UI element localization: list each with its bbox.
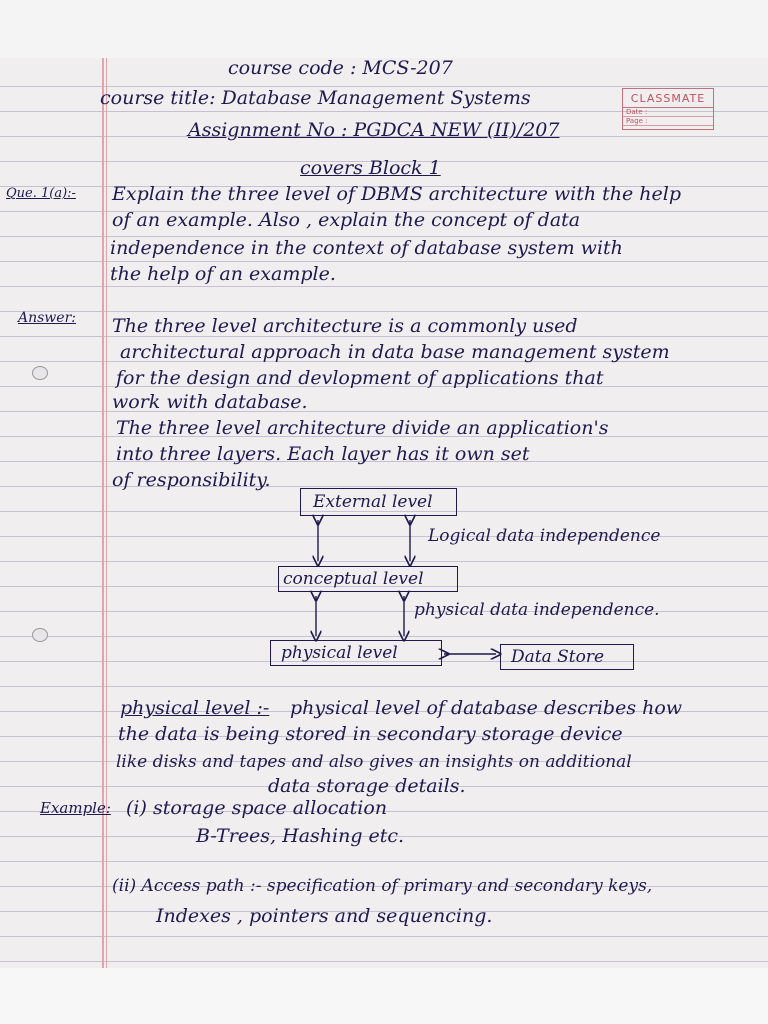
answer-line: for the design and devlopment of applications that xyxy=(116,367,604,389)
external-level-label: External level xyxy=(313,492,433,512)
question-line: Explain the three level of DBMS architecture with the help xyxy=(112,183,682,205)
background-below-page xyxy=(0,968,768,1024)
data-store-box xyxy=(500,644,634,670)
binder-hole xyxy=(32,628,48,642)
external-level-box xyxy=(300,488,457,516)
physical-line: data storage details. xyxy=(268,775,466,797)
classmate-stamp xyxy=(622,88,714,130)
answer-line: into three layers. Each layer has it own set xyxy=(116,443,530,465)
question-label: Que. 1(a):- xyxy=(6,186,76,201)
answer-line: of responsibility. xyxy=(112,469,271,491)
covers-block: covers Block 1 xyxy=(300,157,441,179)
binder-hole xyxy=(32,366,48,380)
course-code: course code : MCS-207 xyxy=(228,58,453,79)
physical-level-box xyxy=(270,640,442,666)
example-item-1: (i) storage space allocation xyxy=(126,797,388,819)
example-item-2: (ii) Access path :- specification of primary and secondary keys, xyxy=(112,876,653,896)
physical-line: physical level of database describes how xyxy=(290,697,683,719)
margin-line xyxy=(102,58,104,968)
example-item-1-detail: B-Trees, Hashing etc. xyxy=(196,825,405,847)
course-title: course title: Database Management Systems xyxy=(100,87,531,109)
answer-line: architectural approach in data base management system xyxy=(120,341,670,363)
answer-line: work with database. xyxy=(112,391,308,413)
physical-line: the data is being stored in secondary storage device xyxy=(118,723,623,745)
stamp-page-label: Page : xyxy=(623,117,713,126)
answer-line: The three level architecture divide an application's xyxy=(116,417,609,439)
margin-line-inner xyxy=(106,58,107,968)
physical-level-label: physical level xyxy=(281,643,398,663)
example-label: Example: xyxy=(40,799,111,817)
stamp-date-label: Date : xyxy=(623,108,713,117)
physical-line: like disks and tapes and also gives an insights on additional xyxy=(116,752,632,772)
assignment-number: Assignment No : PGDCA NEW (II)/207 xyxy=(188,119,560,141)
answer-label: Answer: xyxy=(18,310,76,326)
conceptual-level-label: conceptual level xyxy=(283,569,424,589)
physical-independence-label: physical data independence. xyxy=(414,600,660,620)
question-line: independence in the context of database system with xyxy=(110,237,623,259)
physical-level-heading: physical level :- xyxy=(120,697,270,719)
question-line: of an example. Also , explain the concept of data xyxy=(112,209,581,231)
example-item-2-detail: Indexes , pointers and sequencing. xyxy=(156,905,493,927)
conceptual-level-box xyxy=(278,566,458,592)
answer-line: The three level architecture is a commonly used xyxy=(112,315,578,337)
notebook-page xyxy=(0,58,768,968)
data-store-label: Data Store xyxy=(511,647,605,667)
stamp-brand: CLASSMATE xyxy=(623,89,713,108)
logical-independence-label: Logical data independence xyxy=(428,526,661,546)
question-line: the help of an example. xyxy=(110,263,336,285)
